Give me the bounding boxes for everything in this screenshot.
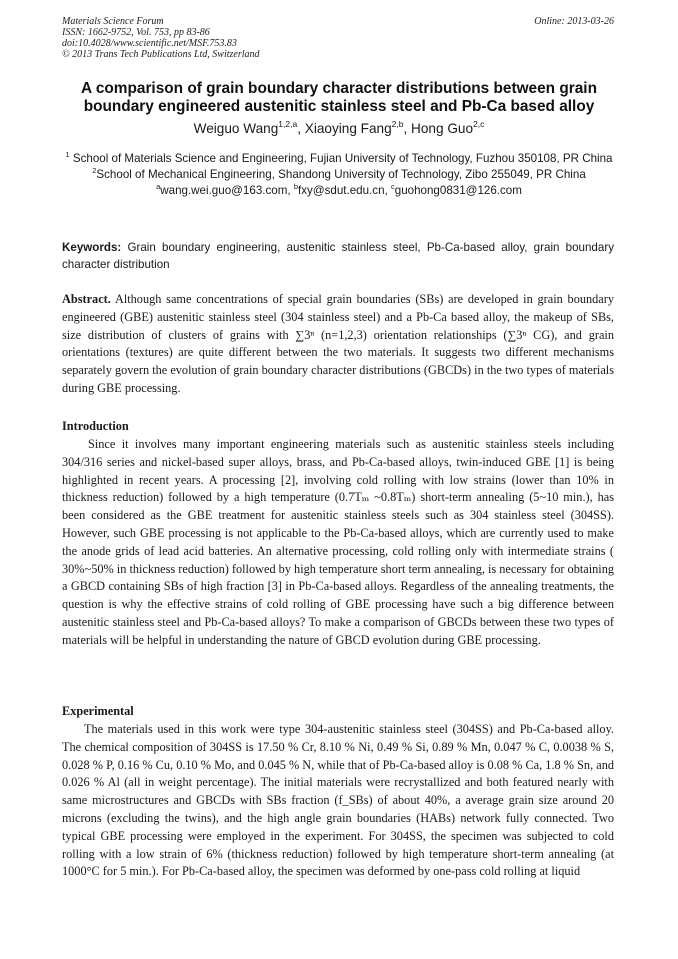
abstract-section [62, 291, 614, 398]
author: Xiaoying Fang$^{2,b}$, [304, 119, 412, 136]
experimental-body [62, 721, 614, 881]
journal-name: Materials Science Forum [62, 16, 164, 27]
abstract-label: Abstract. [62, 292, 111, 306]
introduction-heading: Introduction [62, 419, 129, 433]
author: Weiguo Wang$^{1,2,a}$, [193, 119, 305, 136]
journal-copyright: © 2013 Trans Tech Publications Ltd, Switzerland [62, 49, 260, 60]
email-link[interactable]: wang.wei.guo@163.com [160, 184, 288, 197]
experimental-paragraph: The materials used in this work were type 304-austenitic stainless steel (304SS) and Pb-Ca-based alloy. The chemical composition of 304SS is 17.50 % Cr, 8.10 % Ni, 0.49 % Si, 0.89 % Mn, 0.047 % C, 0.0038 % S, 0.028 % P, 0.16 % Cu, 0.10 % Mo, and 0.045 % N, while that of Pb-Ca-based alloy is 0.08 % Ca, 1.8 % Sn, and 0.026 % Al (all in weight percentage). The initial materials were recrystallized and both featured nearly with same microstructures and GBCDs with SBs fraction (f_SBs) of about 40%, a average grain size around 20 microns (excluding the twins), and the high angle grain boundaries (HABs) network fully connected. Two typical GBE processing were employed in the experiment. For 304SS, the specimen was subjected to cold rolling with a low strain of 6% (thickness reduction) followed by high temperature short-term annealing (at 1000°C for 5 min.). For Pb-Ca-based alloy, the specimen was deformed by one-pass cold rolling at liquid [62, 722, 614, 879]
introduction-body [62, 436, 614, 650]
introduction-paragraph: Since it involves many important engineering materials such as austenitic stainless steels including 304/316 series and nickel-based super alloys, brass, and Pb-Ca-based alloys, twin-induced GBE [1] is being highlighted in recent years. A processing [2], involving cold rolling with low strains (lower than 10% in thickness reduction) followed by a high temperature (0.7Tₘ ~0.8Tₘ) short-term annealing (5~10 min.), has been considered as the GBE treatment for austenitic stainless steels such as 304 stainless steel (304SS). However, such GBE processing is not applicable to the Pb-Ca-based alloys, which are currently used to make the anode grids of lead acid batteries. An alternative processing, cold rolling only with intermediate strains ( 30%~50% in thickness reduction) followed by high temperature short term annealing, is necessary for obtaining a GBCD containing SBs of high fraction [3] in Pb-Ca-based alloys. Regardless of the annealing treatments, the question is why the effective strains of cold rolling of GBE processing have such a big difference between austenitic stainless steel and Pb-Ca-based alloys? To make a comparison of GBCDs between these two types of materials will be helpful in understanding the nature of GBCD evolution during GBE processing. [62, 437, 615, 647]
email-link[interactable]: guohong0831@126.com [394, 184, 522, 197]
journal-header [62, 16, 260, 60]
journal-issn: ISSN: 1662-9752, Vol. 753, pp 83-86 [62, 27, 210, 38]
keywords-section [62, 240, 614, 273]
keywords-label: Keywords: [62, 241, 122, 254]
online-date: Online: 2013-03-26 [534, 16, 614, 27]
affiliation-2: $^2$School of Mechanical Engineering, Shandong University of Technology, Zibo 255049, PR China [92, 166, 586, 181]
abstract-text: Although same concentrations of special grain boundaries (SBs) are developed in grain boundary engineered (GBE) austenitic stainless steel (304 stainless steel) and a Pb-Ca based alloy, the makeup of SBs, size distribution of clusters of grains with ∑3ⁿ (n=1,2,3) orientation relationships (∑3ⁿ CG), and grain orientations (textures) are quite different between the two materials. It suggests two different mechanisms separately govern the evolution of grain boundary character distributions (GBCDs) in the two types of materials during GBE processing. [62, 292, 614, 395]
affiliation-1: $^1$ School of Materials Science and Engineering, Fujian University of Technology, Fuzhou 350108, PR China [65, 150, 613, 165]
author: Hong Guo$^{2,c}$ [411, 119, 485, 136]
author-list [62, 121, 616, 137]
keywords-text: Grain boundary engineering, austenitic stainless steel, Pb-Ca-based alloy, grain boundary character distribution [62, 241, 614, 271]
journal-doi: doi:10.4028/www.scientific.net/MSF.753.83 [62, 38, 237, 49]
experimental-heading: Experimental [62, 704, 134, 718]
email-list: $^a$wang.wei.guo@163.com, $^b$fxy@sdut.edu.cn, $^c$guohong0831@126.com [156, 182, 522, 197]
email-link[interactable]: fxy@sdut.edu.cn [298, 184, 385, 197]
paper-title: A comparison of grain boundary character distributions between grain boundary engineered austenitic stainless steel and Pb-Ca based alloy [81, 80, 597, 115]
affiliations [62, 151, 616, 199]
